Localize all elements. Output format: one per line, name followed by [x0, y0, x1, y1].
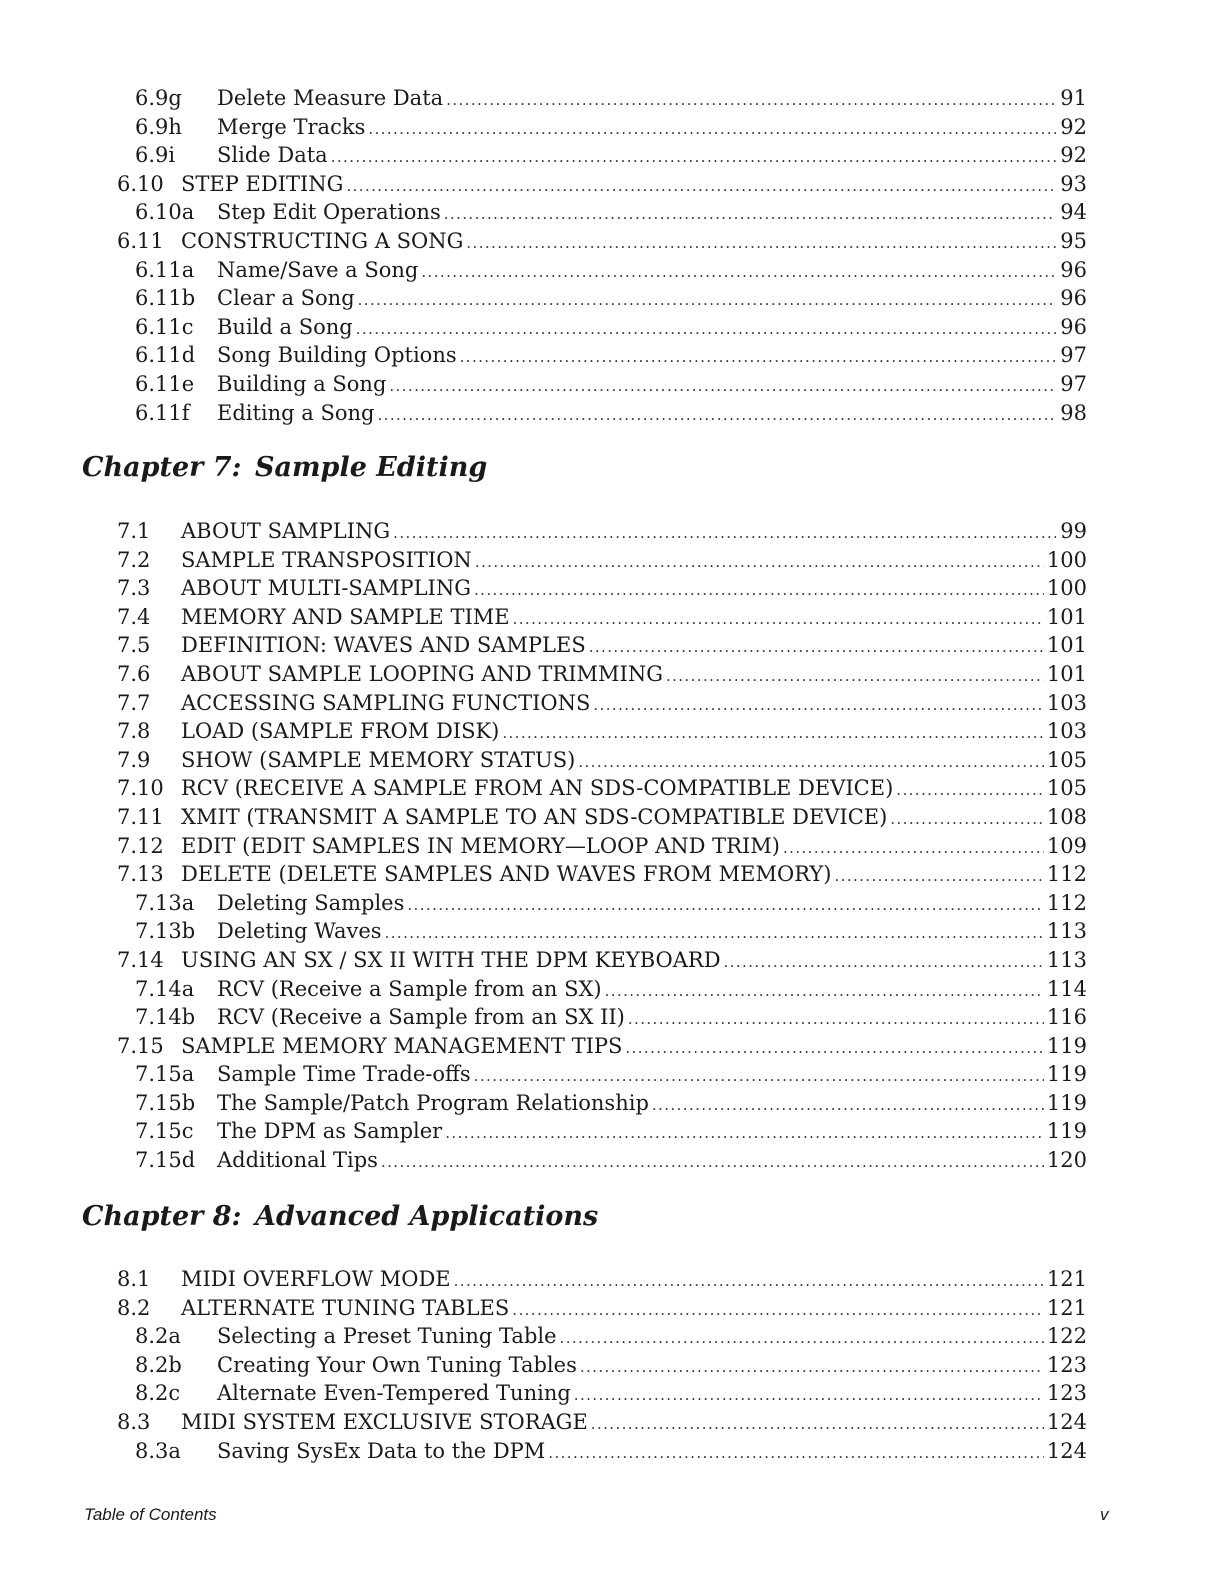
- toc-dot-leader: [356, 315, 1056, 344]
- toc-entry-number: 8.2c: [135, 1381, 181, 1406]
- toc-dot-leader: [574, 1381, 1044, 1410]
- toc-entry-title: Saving SysEx Data to the DPM: [217, 1438, 546, 1463]
- toc-entry-title: ALTERNATE TUNING TABLES: [181, 1295, 510, 1320]
- toc-entry-number: 7.14b: [135, 1005, 196, 1030]
- toc-entry-number: 6.11b: [135, 286, 196, 311]
- toc-dot-leader: [578, 748, 1044, 777]
- toc-entry: [117, 803, 1087, 832]
- toc-dot-leader: [502, 719, 1044, 748]
- toc-entry-number: 8.2: [117, 1295, 151, 1320]
- toc-entry-title: USING AN SX / SX II WITH THE DPM KEYBOARD: [181, 947, 721, 972]
- toc-entry: [117, 1437, 1087, 1466]
- toc-dot-leader: [474, 1062, 1044, 1091]
- toc-entry-title: CONSTRUCTING A SONG: [181, 228, 464, 253]
- toc-entry: [117, 84, 1087, 113]
- toc-entry-number: 7.3: [117, 576, 151, 601]
- toc-entry-title: RCV (RECEIVE A SAMPLE FROM AN SDS-COMPATIBLE DEVICE): [181, 776, 894, 801]
- toc-entry-page: 119: [1046, 1033, 1087, 1058]
- chapter-8-title: Advanced Applications: [255, 1201, 599, 1232]
- toc-entry-page: 112: [1046, 890, 1087, 915]
- toc-entry-page: 103: [1046, 690, 1087, 715]
- toc-entry-page: 96: [1060, 257, 1087, 282]
- toc-entry: [117, 517, 1087, 546]
- toc-entry-title: Delete Measure Data: [217, 86, 444, 110]
- toc-entry-number: 8.2a: [135, 1324, 181, 1349]
- toc-entry-title: Name/Save a Song: [217, 257, 419, 282]
- toc-dot-leader: [385, 919, 1044, 948]
- footer-page-number: v: [1100, 1505, 1109, 1524]
- toc-entry-title: Step Edit Operations: [217, 200, 441, 225]
- toc-entry: [117, 399, 1087, 428]
- toc-entry-title: Creating Your Own Tuning Tables: [217, 1352, 577, 1377]
- toc-dot-leader: [460, 343, 1056, 372]
- toc-entry-page: 121: [1046, 1267, 1087, 1291]
- toc-entry-title: Song Building Options: [217, 343, 457, 368]
- toc-entry-page: 105: [1046, 776, 1087, 801]
- toc-entry-page: 119: [1046, 1090, 1087, 1115]
- toc-entry-title: Editing a Song: [217, 400, 375, 425]
- toc-entry: [117, 689, 1087, 718]
- footer-section-title: Table of Contents: [84, 1505, 217, 1524]
- toc-entry-page: 100: [1046, 576, 1087, 601]
- toc-dot-leader: [346, 172, 1056, 201]
- toc-entry-title: STEP EDITING: [181, 171, 344, 196]
- toc-entry-title: Deleting Samples: [217, 890, 405, 915]
- toc-entry-title: EDIT (EDIT SAMPLES IN MEMORY—LOOP AND TRIM): [181, 833, 780, 858]
- toc-entry-number: 7.6: [117, 661, 151, 686]
- toc-section-chapter7: [117, 517, 1087, 1175]
- toc-entry: [117, 1089, 1087, 1118]
- toc-entry-page: 101: [1046, 604, 1087, 629]
- toc-entry-title: Building a Song: [217, 371, 387, 396]
- toc-entry-title: Additional Tips: [217, 1148, 378, 1173]
- toc-entry-page: 119: [1046, 1062, 1087, 1087]
- toc-entry-number: 7.15c: [135, 1119, 194, 1144]
- toc-entry: [117, 341, 1087, 370]
- toc-entry-number: 7.7: [117, 690, 151, 715]
- toc-entry-number: 7.10: [117, 776, 164, 801]
- toc-dot-leader: [513, 605, 1044, 634]
- toc-entry-number: 6.11d: [135, 343, 196, 368]
- toc-dot-leader: [358, 286, 1056, 315]
- toc-dot-leader: [593, 691, 1044, 720]
- toc-entry: [117, 717, 1087, 746]
- toc-entry-number: 6.11c: [135, 314, 194, 339]
- toc-entry: [117, 946, 1087, 975]
- toc-entry-title: RCV (Receive a Sample from an SX II): [217, 1005, 625, 1030]
- toc-entry-number: 7.8: [117, 719, 151, 744]
- toc-entry-number: 8.2b: [135, 1352, 182, 1377]
- toc-section-chapter8: [117, 1265, 1087, 1465]
- toc-entry-title: Build a Song: [217, 314, 353, 339]
- toc-entry-page: 92: [1060, 114, 1087, 139]
- toc-entry-page: 124: [1046, 1438, 1087, 1463]
- toc-entry-page: 100: [1046, 547, 1087, 572]
- toc-dot-leader: [548, 1439, 1044, 1468]
- toc-entry-title: DEFINITION: WAVES AND SAMPLES: [181, 633, 586, 658]
- toc-entry-number: 6.11a: [135, 257, 195, 282]
- toc-entry: [117, 141, 1087, 170]
- toc-entry: [117, 1408, 1087, 1437]
- toc-entry-title: Sample Time Trade-offs: [217, 1062, 471, 1087]
- toc-entry-title: MEMORY AND SAMPLE TIME: [181, 604, 510, 629]
- toc-entry: [117, 574, 1087, 603]
- toc-entry-title: Selecting a Preset Tuning Table: [217, 1324, 557, 1349]
- toc-entry-number: 7.13b: [135, 919, 196, 944]
- toc-dot-leader: [474, 576, 1044, 605]
- toc-entry: [117, 1060, 1087, 1089]
- toc-entry-number: 7.2: [117, 547, 151, 572]
- toc-dot-leader: [512, 1296, 1044, 1325]
- toc-entry-number: 6.11: [117, 228, 164, 253]
- toc-entry-number: 7.4: [117, 604, 151, 629]
- toc-dot-leader: [377, 401, 1056, 430]
- toc-dot-leader: [368, 115, 1056, 144]
- chapter-8-heading: [82, 1201, 598, 1232]
- toc-dot-leader: [445, 1119, 1044, 1148]
- toc-entry-number: 6.11e: [135, 371, 195, 396]
- toc-entry-page: 101: [1046, 633, 1087, 658]
- toc-entry: [117, 1351, 1087, 1380]
- toc-entry: [117, 370, 1087, 399]
- toc-entry: [117, 256, 1087, 285]
- toc-entry-number: 7.14: [117, 947, 164, 972]
- toc-entry-page: 122: [1046, 1324, 1087, 1349]
- toc-entry-number: 7.5: [117, 633, 151, 658]
- toc-dot-leader: [896, 776, 1044, 805]
- toc-entry-page: 114: [1046, 976, 1087, 1001]
- toc-entry-title: RCV (Receive a Sample from an SX): [217, 976, 602, 1001]
- toc-entry-title: Clear a Song: [217, 286, 355, 311]
- toc-dot-leader: [466, 229, 1056, 258]
- toc-entry-number: 6.9g: [135, 86, 182, 110]
- toc-entry-title: The DPM as Sampler: [217, 1119, 443, 1144]
- toc-entry-number: 6.9h: [135, 114, 182, 139]
- toc-entry-page: 97: [1060, 343, 1087, 368]
- toc-dot-leader: [625, 1034, 1043, 1063]
- toc-entry-page: 99: [1060, 519, 1087, 543]
- toc-dot-leader: [628, 1005, 1044, 1034]
- toc-entry: [117, 113, 1087, 142]
- toc-entry: [117, 746, 1087, 775]
- toc-entry: [117, 774, 1087, 803]
- toc-entry-number: 7.13a: [135, 890, 195, 915]
- toc-entry-title: Alternate Even-Tempered Tuning: [217, 1381, 571, 1406]
- toc-entry-number: 7.1: [117, 519, 151, 543]
- toc-section-chapter6-continued: [117, 84, 1087, 427]
- toc-dot-leader: [666, 662, 1044, 691]
- toc-entry-page: 94: [1060, 200, 1087, 225]
- toc-entry-title: MIDI SYSTEM EXCLUSIVE STORAGE: [181, 1409, 588, 1434]
- toc-entry-number: 7.12: [117, 833, 164, 858]
- toc-entry-number: 7.15a: [135, 1062, 195, 1087]
- toc-entry: [117, 170, 1087, 199]
- toc-entry: [117, 198, 1087, 227]
- toc-dot-leader: [890, 805, 1044, 834]
- toc-entry: [117, 1003, 1087, 1032]
- toc-entry: [117, 1117, 1087, 1146]
- toc-dot-leader: [652, 1091, 1044, 1120]
- toc-entry-page: 105: [1046, 747, 1087, 772]
- toc-entry: [117, 603, 1087, 632]
- toc-entry-page: 95: [1060, 228, 1087, 253]
- toc-entry-title: Deleting Waves: [217, 919, 382, 944]
- toc-entry-page: 96: [1060, 314, 1087, 339]
- toc-entry: [117, 917, 1087, 946]
- toc-dot-leader: [421, 258, 1056, 287]
- toc-entry-number: 7.15b: [135, 1090, 196, 1115]
- toc-entry-title: MIDI OVERFLOW MODE: [181, 1267, 451, 1291]
- toc-dot-leader: [407, 891, 1044, 920]
- toc-entry-title: The Sample/Patch Program Relationship: [217, 1090, 649, 1115]
- toc-entry: [117, 546, 1087, 575]
- toc-entry: [117, 660, 1087, 689]
- toc-dot-leader: [591, 1410, 1044, 1439]
- toc-entry-number: 8.1: [117, 1267, 151, 1291]
- chapter-7-label: Chapter 7:: [82, 452, 242, 483]
- toc-dot-leader: [331, 143, 1056, 172]
- toc-entry-number: 7.11: [117, 804, 164, 829]
- toc-dot-leader: [444, 200, 1056, 229]
- toc-entry-page: 98: [1060, 400, 1087, 425]
- toc-entry-title: ABOUT MULTI-SAMPLING: [181, 576, 471, 601]
- toc-entry-title: ABOUT SAMPLE LOOPING AND TRIMMING: [181, 661, 663, 686]
- toc-dot-leader: [580, 1353, 1044, 1382]
- toc-entry: [117, 1265, 1087, 1294]
- toc-entry-page: 120: [1046, 1148, 1087, 1173]
- toc-entry-page: 119: [1046, 1119, 1087, 1144]
- toc-entry-page: 92: [1060, 143, 1087, 168]
- toc-entry-page: 97: [1060, 371, 1087, 396]
- toc-entry-number: 6.11f: [135, 400, 190, 425]
- toc-entry-page: 121: [1046, 1295, 1087, 1320]
- chapter-8-label: Chapter 8:: [82, 1201, 242, 1232]
- toc-entry-title: LOAD (SAMPLE FROM DISK): [181, 719, 500, 744]
- toc-entry-number: 8.3a: [135, 1438, 181, 1463]
- toc-entry: [117, 889, 1087, 918]
- toc-entry: [117, 860, 1087, 889]
- toc-entry-title: SHOW (SAMPLE MEMORY STATUS): [181, 747, 576, 772]
- toc-entry-title: Merge Tracks: [217, 114, 366, 139]
- toc-entry: [117, 832, 1087, 861]
- toc-entry-title: SAMPLE MEMORY MANAGEMENT TIPS: [181, 1033, 623, 1058]
- toc-dot-leader: [589, 633, 1044, 662]
- toc-dot-leader: [783, 834, 1044, 863]
- chapter-7-heading: [82, 452, 487, 483]
- toc-entry-title: XMIT (TRANSMIT A SAMPLE TO AN SDS-COMPATIBLE DEVICE): [181, 804, 888, 829]
- toc-dot-leader: [560, 1324, 1044, 1353]
- toc-entry: [117, 1146, 1087, 1175]
- chapter-7-title: Sample Editing: [255, 452, 488, 483]
- toc-entry-page: 123: [1046, 1381, 1087, 1406]
- toc-entry-title: ABOUT SAMPLING: [181, 519, 391, 543]
- toc-entry-number: 6.10a: [135, 200, 195, 225]
- toc-entry: [117, 631, 1087, 660]
- toc-dot-leader: [724, 948, 1044, 977]
- toc-dot-leader: [834, 862, 1043, 891]
- toc-entry-number: 6.10: [117, 171, 164, 196]
- toc-entry-page: 93: [1060, 171, 1087, 196]
- toc-entry-page: 123: [1046, 1352, 1087, 1377]
- toc-dot-leader: [446, 86, 1056, 115]
- toc-entry-number: 6.9i: [135, 143, 176, 168]
- toc-dot-leader: [389, 372, 1056, 401]
- toc-entry-number: 7.15: [117, 1033, 164, 1058]
- toc-entry-title: Slide Data: [217, 143, 328, 168]
- toc-dot-leader: [454, 1267, 1044, 1296]
- toc-entry: [117, 1379, 1087, 1408]
- toc-entry: [117, 284, 1087, 313]
- toc-entry-page: 91: [1060, 86, 1087, 110]
- toc-entry-page: 116: [1046, 1005, 1087, 1030]
- toc-entry: [117, 1294, 1087, 1323]
- toc-entry: [117, 1032, 1087, 1061]
- toc-entry-page: 109: [1046, 833, 1087, 858]
- toc-dot-leader: [605, 977, 1044, 1006]
- toc-entry-page: 124: [1046, 1409, 1087, 1434]
- toc-entry-page: 108: [1046, 804, 1087, 829]
- toc-dot-leader: [393, 519, 1056, 548]
- toc-entry-title: ACCESSING SAMPLING FUNCTIONS: [181, 690, 591, 715]
- toc-entry-page: 103: [1046, 719, 1087, 744]
- toc-entry-title: DELETE (DELETE SAMPLES AND WAVES FROM MEMORY): [181, 862, 832, 887]
- toc-entry-title: SAMPLE TRANSPOSITION: [181, 547, 472, 572]
- toc-entry-number: 7.9: [117, 747, 151, 772]
- toc-entry: [117, 975, 1087, 1004]
- toc-entry: [117, 1322, 1087, 1351]
- toc-dot-leader: [475, 548, 1044, 577]
- toc-entry-page: 113: [1046, 947, 1087, 972]
- toc-entry-number: 7.15d: [135, 1148, 196, 1173]
- toc-entry-number: 7.14a: [135, 976, 195, 1001]
- toc-entry-page: 101: [1046, 661, 1087, 686]
- toc-entry-number: 8.3: [117, 1409, 151, 1434]
- toc-entry: [117, 313, 1087, 342]
- toc-entry: [117, 227, 1087, 256]
- toc-entry-number: 7.13: [117, 862, 164, 887]
- toc-dot-leader: [381, 1148, 1044, 1177]
- toc-entry-page: 113: [1046, 919, 1087, 944]
- toc-entry-page: 96: [1060, 286, 1087, 311]
- toc-entry-page: 112: [1046, 862, 1087, 887]
